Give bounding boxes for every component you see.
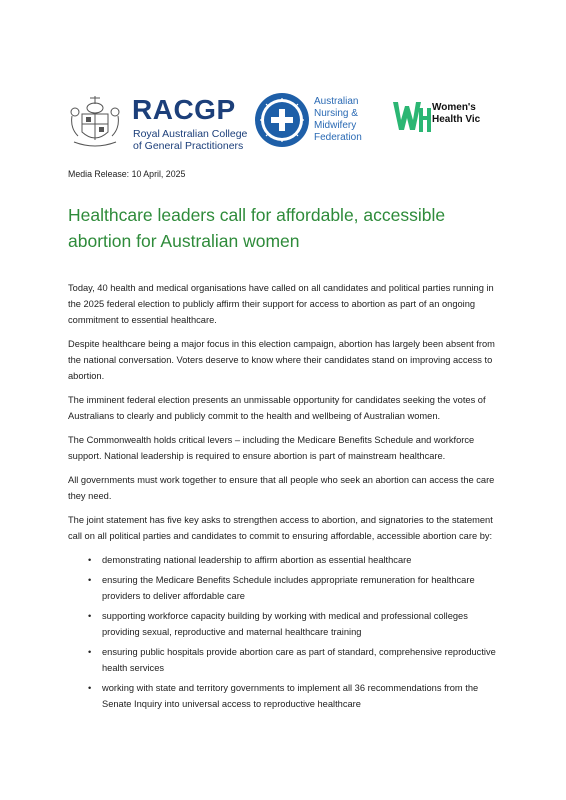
list-item: • supporting workforce capacity building by working with medical and professional colleges providing sexual, reproductive and maternal healthcare training — [90, 608, 502, 640]
racgp-logo — [66, 92, 248, 152]
page-title: Healthcare leaders call for affordable, accessible abortion for Australian women — [68, 205, 446, 251]
paragraph: The imminent federal election presents an unmissable opportunity for candidates seeking the votes of Australians to clearly and publicly commit to the health and wellbeing of Australian women. — [68, 395, 486, 421]
racgp-wordmark: RACGP — [132, 94, 236, 125]
paragraph: Today, 40 health and medical organisations have called on all candidates and political parties running in the 2025 federal election to publicly affirm their support for access to abortion as part of an ongoing commitment to essential healthcare. — [68, 283, 494, 325]
partner-logos — [66, 88, 506, 154]
anmf-logo — [254, 90, 384, 152]
womens-health-vic-logo — [392, 96, 492, 136]
anmf-cross-badge-icon — [254, 92, 310, 148]
list-item: • working with state and territory governments to implement all 36 recommendations from the Senate Inquiry into universal access to reproductive healthcare — [90, 680, 502, 712]
media-release-date: Media Release: 10 April, 2025 — [68, 169, 186, 179]
key-asks-list — [68, 552, 502, 712]
racgp-full-name: Royal Australian College of General Practitioners — [133, 128, 248, 152]
list-item: • ensuring public hospitals provide abortion care as part of standard, comprehensive reproductive health services — [90, 644, 502, 676]
paragraph: The joint statement has five key asks to strengthen access to abortion, and signatories to the statement call on all political parties and candidates to commit to ensuring affordable, accessible abortion care by: — [68, 515, 493, 541]
paragraph: All governments must work together to ensure that all people who seek an abortion can access the care they need. — [68, 475, 495, 501]
womens-health-vic-name: Women's Health Vic — [432, 102, 481, 125]
list-item: • ensuring the Medicare Benefits Schedule includes appropriate remuneration for healthcare providers to deliver affordable care — [90, 572, 502, 604]
wh-monogram-icon — [392, 98, 432, 134]
paragraph: Despite healthcare being a major focus in this election campaign, abortion has largely been absent from the national conversation. Voters deserve to know where their candidates stand on improving access to abortion. — [68, 339, 495, 381]
paragraph: The Commonwealth holds critical levers – including the Medicare Benefits Schedule and workforce support. National leadership is required to ensure abortion is part of mainstream healthcare. — [68, 435, 475, 461]
coat-of-arms-icon — [66, 92, 124, 152]
list-item: • demonstrating national leadership to affirm abortion as essential healthcare — [90, 552, 502, 568]
anmf-name: Australian Nursing & Midwifery Federation — [314, 96, 362, 143]
article-body — [68, 280, 502, 716]
